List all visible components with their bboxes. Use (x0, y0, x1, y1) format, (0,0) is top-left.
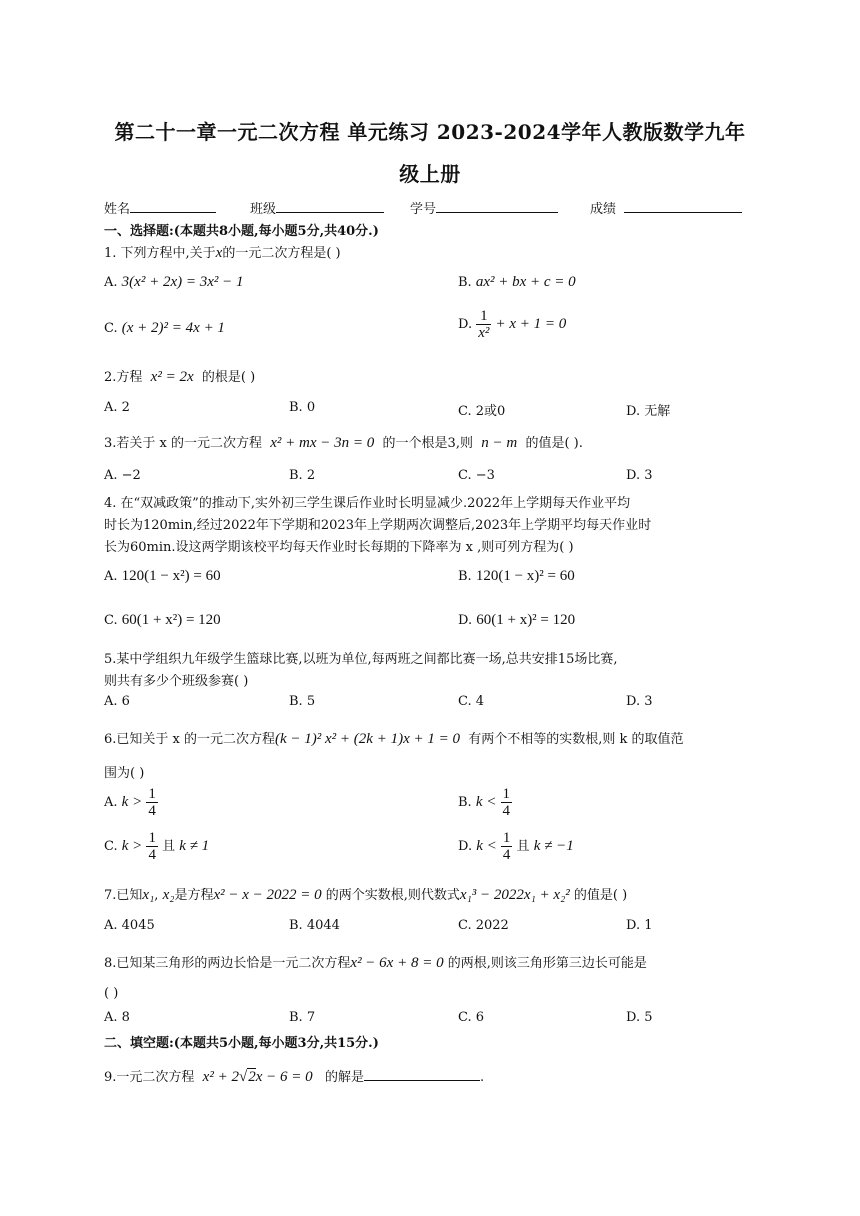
q6-d-num: 1 (502, 830, 511, 846)
q6-c-and: 且 (162, 839, 176, 854)
q1-option-d (458, 308, 566, 341)
q8-option-a: A. 8 (104, 1010, 130, 1025)
q8-equation: x² − 6x + 8 = 0 (350, 955, 444, 971)
q1-option-a (104, 274, 244, 291)
q3-stem-a: 3.若关于 x 的一元二次方程 (104, 436, 262, 451)
q9-eq-a: x² + 2 (202, 1069, 239, 1085)
q4-d-label: D. (458, 613, 473, 628)
q1-d-label: D. (458, 317, 473, 332)
class-label: 班级 (250, 202, 277, 217)
q6-option-d (458, 830, 574, 863)
q2-option-b: B. 0 (289, 400, 316, 415)
q1-c-formula: (x + 2)² = 4x + 1 (121, 320, 225, 336)
q2-stem-a: 2.方程 (104, 370, 143, 385)
name-blank (130, 198, 216, 213)
q1-b-label: B. (458, 275, 472, 290)
question-6-stem (104, 728, 684, 748)
q6-b-num: 1 (502, 786, 510, 802)
q3-option-d: D. 3 (626, 468, 653, 483)
q4-c-formula: 60(1 + x²) = 120 (121, 612, 221, 628)
q9-answer-blank[interactable] (364, 1066, 480, 1081)
question-8-line2: ( ) (104, 986, 119, 1001)
q7-option-d: D. 1 (626, 918, 653, 933)
q2-option-a: A. 2 (104, 400, 130, 415)
q6-d-fraction (501, 830, 513, 863)
q6-b-relation: k < (475, 794, 497, 810)
question-4-line2: 时长为120min,经过2022年下学期和2023年上学期两次调整后,2023年上学期平均每天作业时 (104, 518, 652, 533)
score-field (590, 198, 742, 217)
q6-stem-a: 6.已知关于 x 的一元二次方程 (104, 732, 275, 747)
q1-stem-a: 1. 下列方程中,关于 (104, 246, 216, 261)
q1-c-label: C. (104, 321, 118, 336)
name-label: 姓名 (104, 202, 131, 217)
question-2-stem (104, 366, 255, 386)
q3-equation: x² + mx − 3n = 0 (270, 435, 375, 451)
q3-stem-b: 的一个根是3,则 (382, 436, 473, 451)
q6-a-num: 1 (148, 786, 156, 802)
q5-option-c: C. 4 (458, 694, 485, 709)
q1-d-den: x² (478, 325, 490, 341)
q4-a-formula: 120(1 − x²) = 60 (121, 568, 221, 584)
q1-b-formula: ax² + bx + c = 0 (475, 274, 576, 290)
question-8-stem (104, 952, 647, 972)
q6-d-and: 且 (516, 839, 530, 854)
q7-stem-b: 是方程 (174, 888, 214, 903)
page-title: 第二十一章一元二次方程 单元练习 2023-2024学年人教版数学九年 (114, 120, 746, 144)
section-heading-choice: 一、选择题:(本题共8小题,每小题5分,共40分.) (104, 224, 379, 239)
q6-c-fraction (146, 830, 158, 863)
q7-sep: , (154, 888, 159, 903)
q2-option-c: C. 2或0 (458, 404, 506, 419)
q3-option-c: C. −3 (458, 468, 495, 483)
question-5-line1: 5.某中学组织九年级学生篮球比赛,以班为单位,每两班之间都比赛一场,总共安排15场比赛, (104, 652, 618, 667)
q6-option-b (458, 786, 512, 819)
q4-b-label: B. (458, 569, 472, 584)
q6-d-den: 4 (502, 847, 511, 863)
question-4-line3: 长为60min.设这两学期该校平均每天作业时长每期的下降率为 x ,则可列方程为( ) (104, 540, 574, 555)
question-7-stem (104, 884, 627, 904)
q6-c-num: 1 (148, 830, 156, 846)
q4-d-formula: 60(1 + x)² = 120 (476, 612, 576, 628)
q8-option-d: D. 5 (626, 1010, 653, 1025)
score-label: 成绩 (590, 202, 617, 217)
q6-option-a (104, 786, 158, 819)
question-5-line2: 则共有多少个班级参赛( ) (104, 674, 249, 689)
q6-b-den: 4 (502, 803, 510, 819)
q6-c-label: C. (104, 839, 118, 854)
q6-c-den: 4 (148, 847, 156, 863)
q9-end: . (480, 1070, 485, 1085)
q1-a-formula: 3(x² + 2x) = 3x² − 1 (121, 274, 244, 290)
q6-b-fraction (501, 786, 513, 819)
q1-d-rest: + x + 1 = 0 (495, 316, 567, 332)
question-3-stem (104, 432, 583, 452)
id-label: 学号 (410, 202, 437, 217)
q1-option-c (104, 320, 225, 337)
q4-option-c (104, 612, 221, 629)
q9-stem-b: 的解是 (325, 1070, 365, 1085)
q8-stem-a: 8.已知某三角形的两边长恰是一元二次方程 (104, 956, 351, 971)
q7-option-c: C. 2022 (458, 918, 509, 933)
section-heading-fill: 二、填空题:(本题共5小题,每小题3分,共15分.) (104, 1036, 379, 1051)
id-field (410, 198, 558, 217)
question-4-line1: 4. 在“双减政策”的推动下,实外初三学生课后作业时长明显减少.2022年上学期每天作业平均 (104, 496, 631, 511)
q7-x2: x₂ (162, 887, 175, 903)
q7-stem-c: 的两个实数根,则代数式 (325, 888, 460, 903)
q7-stem-d: 的值是( ) (573, 888, 628, 903)
q1-stem-b: 的一元二次方程是( ) (222, 246, 341, 261)
q6-b-label: B. (458, 795, 472, 810)
q6-option-c (104, 830, 209, 863)
q6-a-relation: k > (121, 794, 143, 810)
q6-d-relation: k < (476, 838, 497, 854)
q8-option-b: B. 7 (289, 1010, 316, 1025)
question-9-stem: 9.一元二次方程 x² + 2√2x − 6 = 0 的解是 . (104, 1066, 484, 1086)
q5-option-b: B. 5 (289, 694, 316, 709)
q1-d-num: 1 (476, 308, 491, 325)
q9-eq-sqrt: 2 (248, 1069, 256, 1085)
q4-option-a (104, 568, 221, 585)
question-1-stem (104, 242, 341, 262)
q1-a-label: A. (104, 275, 118, 290)
page-title-line2: 级上册 (399, 162, 461, 186)
q2-equation: x² = 2x (150, 369, 194, 385)
q4-a-label: A. (104, 569, 118, 584)
q7-equation: x² − x − 2022 = 0 (213, 887, 322, 903)
q4-option-d (458, 612, 575, 629)
q4-c-label: C. (104, 613, 118, 628)
q7-option-b: B. 4044 (289, 918, 340, 933)
q5-option-d: D. 3 (626, 694, 653, 709)
q1-var: x (215, 245, 223, 261)
class-field (250, 198, 384, 217)
question-6-line2: 围为( ) (104, 766, 145, 781)
q6-c-relation: k > (121, 838, 143, 854)
q4-option-b (458, 568, 575, 585)
q6-a-fraction (146, 786, 158, 819)
q6-d-label: D. (458, 839, 473, 854)
q3-expression: n − m (481, 435, 518, 451)
q3-stem-c: 的值是( ). (525, 436, 583, 451)
q7-x1: x₁ (142, 887, 155, 903)
q8-stem-b: 的两根,则该三角形第三边长可能是 (447, 956, 647, 971)
class-blank (276, 198, 384, 213)
q6-stem-b: 有两个不相等的实数根,则 k 的取值范 (468, 732, 684, 747)
q9-stem-a: 9.一元二次方程 (104, 1070, 195, 1085)
q6-equation: (k − 1)² x² + (2k + 1)x + 1 = 0 (275, 731, 460, 747)
q9-eq-b: x − 6 = 0 (255, 1069, 313, 1085)
q6-c-condition: k ≠ 1 (179, 838, 210, 854)
q6-d-condition: k ≠ −1 (533, 838, 574, 854)
q1-d-fraction (476, 308, 491, 341)
name-field (104, 198, 216, 217)
q5-option-a: A. 6 (104, 694, 130, 709)
q3-option-b: B. 2 (289, 468, 316, 483)
q2-option-d: D. 无解 (626, 404, 671, 419)
q7-expression: x₁³ − 2022x₁ + x₂² (459, 887, 570, 903)
q8-option-c: C. 6 (458, 1010, 485, 1025)
q6-a-den: 4 (148, 803, 156, 819)
q7-stem-a: 7.已知 (104, 888, 143, 903)
q3-option-a: A. −2 (104, 468, 141, 483)
q2-stem-b: 的根是( ) (201, 370, 256, 385)
q7-option-a: A. 4045 (104, 918, 155, 933)
q4-b-formula: 120(1 − x)² = 60 (475, 568, 575, 584)
q1-option-b (458, 274, 576, 291)
id-blank (436, 198, 558, 213)
q6-a-label: A. (104, 795, 118, 810)
score-blank (624, 198, 742, 213)
